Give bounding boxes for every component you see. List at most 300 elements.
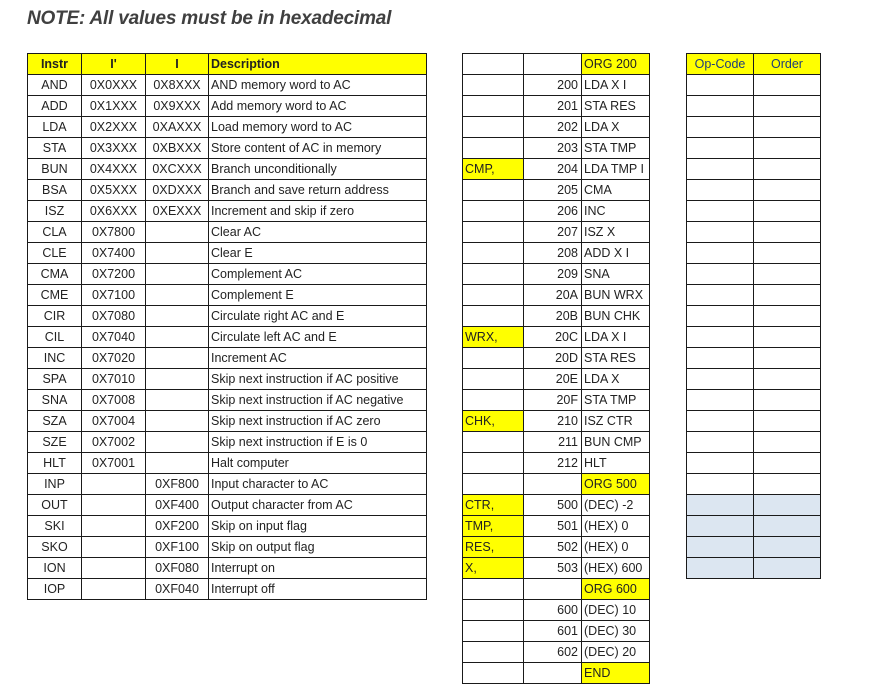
instruction-cell: STA RES	[582, 348, 650, 369]
answer-table-header	[687, 54, 821, 75]
instruction-row	[28, 348, 427, 369]
instruction-cell: (DEC) -2	[582, 495, 650, 516]
instruction-row	[28, 180, 427, 201]
direct-code-cell: 0X3XXX	[82, 138, 146, 159]
op-code-answer-cell[interactable]	[687, 201, 754, 222]
instr-mnemonic-cell: SZE	[28, 432, 82, 453]
address-cell: 20C	[524, 327, 582, 348]
answer-row	[687, 222, 821, 243]
direct-code-cell: 0X4XXX	[82, 159, 146, 180]
program-row	[463, 96, 650, 117]
instr-mnemonic-cell: CIR	[28, 306, 82, 327]
instruction-cell: (HEX) 600	[582, 558, 650, 579]
note-heading: NOTE: All values must be in hexadecimal	[27, 8, 392, 29]
label-cell	[463, 579, 524, 600]
instr-mnemonic-cell: IOP	[28, 579, 82, 600]
instr-mnemonic-cell: SKO	[28, 537, 82, 558]
header-instr: Instr	[28, 54, 82, 75]
address-cell: 210	[524, 411, 582, 432]
order-answer-cell[interactable]	[754, 537, 821, 558]
address-cell: 202	[524, 117, 582, 138]
label-cell: X,	[463, 558, 524, 579]
directive-row	[463, 474, 650, 495]
header-order: Order	[754, 54, 821, 75]
instruction-row	[28, 117, 427, 138]
description-cell: Skip next instruction if E is 0	[209, 432, 427, 453]
instruction-cell: BUN CHK	[582, 306, 650, 327]
op-code-answer-cell[interactable]	[687, 348, 754, 369]
direct-code-cell: 0X7008	[82, 390, 146, 411]
direct-code-cell: 0X7020	[82, 348, 146, 369]
indirect-code-cell: 0XCXXX	[146, 159, 209, 180]
instr-mnemonic-cell: CLA	[28, 222, 82, 243]
instruction-row	[28, 75, 427, 96]
op-code-answer-cell[interactable]	[687, 138, 754, 159]
address-cell: 600	[524, 600, 582, 621]
label-cell	[463, 180, 524, 201]
instruction-row	[28, 96, 427, 117]
direct-code-cell: 0X7004	[82, 411, 146, 432]
directive-row	[463, 579, 650, 600]
direct-code-cell	[82, 495, 146, 516]
answer-row	[687, 432, 821, 453]
order-answer-cell[interactable]	[754, 558, 821, 579]
program-row	[463, 201, 650, 222]
instruction-cell: ISZ X	[582, 222, 650, 243]
description-cell: Clear AC	[209, 222, 427, 243]
description-cell: Increment AC	[209, 348, 427, 369]
direct-code-cell: 0X7200	[82, 264, 146, 285]
answer-row	[687, 180, 821, 201]
indirect-code-cell: 0XBXXX	[146, 138, 209, 159]
indirect-code-cell	[146, 285, 209, 306]
instruction-cell: LDA X	[582, 117, 650, 138]
answer-row	[687, 117, 821, 138]
instr-mnemonic-cell: ADD	[28, 96, 82, 117]
order-answer-cell[interactable]	[754, 180, 821, 201]
instruction-row	[28, 138, 427, 159]
address-cell	[524, 663, 582, 684]
instr-mnemonic-cell: ION	[28, 558, 82, 579]
indirect-code-cell	[146, 243, 209, 264]
indirect-code-cell: 0XF800	[146, 474, 209, 495]
direct-code-cell: 0X7100	[82, 285, 146, 306]
order-answer-cell[interactable]	[754, 96, 821, 117]
description-cell: Skip on input flag	[209, 516, 427, 537]
description-cell: Circulate left AC and E	[209, 327, 427, 348]
label-cell: CHK,	[463, 411, 524, 432]
instr-mnemonic-cell: ISZ	[28, 201, 82, 222]
op-code-answer-cell[interactable]	[687, 558, 754, 579]
instr-mnemonic-cell: BUN	[28, 159, 82, 180]
program-row	[463, 390, 650, 411]
directive-cell: END	[582, 663, 650, 684]
directive-cell: ORG 500	[582, 474, 650, 495]
order-answer-cell[interactable]	[754, 348, 821, 369]
instruction-row	[28, 390, 427, 411]
address-cell: 212	[524, 453, 582, 474]
instruction-cell: LDA X	[582, 369, 650, 390]
order-answer-cell[interactable]	[754, 159, 821, 180]
answer-row	[687, 201, 821, 222]
instr-mnemonic-cell: CME	[28, 285, 82, 306]
indirect-code-cell: 0XF200	[146, 516, 209, 537]
address-cell: 20D	[524, 348, 582, 369]
instruction-cell: STA TMP	[582, 390, 650, 411]
instruction-cell: CMA	[582, 180, 650, 201]
indirect-code-cell	[146, 348, 209, 369]
direct-code-cell: 0X7001	[82, 453, 146, 474]
answer-row	[687, 75, 821, 96]
label-cell: RES,	[463, 537, 524, 558]
direct-code-cell: 0X2XXX	[82, 117, 146, 138]
program-row	[463, 243, 650, 264]
indirect-code-cell: 0XAXXX	[146, 117, 209, 138]
direct-code-cell	[82, 537, 146, 558]
op-code-answer-cell[interactable]	[687, 369, 754, 390]
instruction-cell: LDA X I	[582, 327, 650, 348]
address-cell	[524, 579, 582, 600]
description-cell: Circulate right AC and E	[209, 306, 427, 327]
answer-row	[687, 369, 821, 390]
order-answer-cell[interactable]	[754, 285, 821, 306]
directive-row	[463, 54, 650, 75]
direct-code-cell	[82, 579, 146, 600]
answer-row	[687, 96, 821, 117]
indirect-code-cell: 0XEXXX	[146, 201, 209, 222]
label-cell	[463, 642, 524, 663]
op-code-answer-cell[interactable]	[687, 516, 754, 537]
instruction-cell: HLT	[582, 453, 650, 474]
directive-cell: ORG 200	[582, 54, 650, 75]
program-row	[463, 138, 650, 159]
op-code-answer-cell[interactable]	[687, 96, 754, 117]
op-code-answer-cell[interactable]	[687, 474, 754, 495]
instruction-cell: STA RES	[582, 96, 650, 117]
instruction-table-header	[28, 54, 427, 75]
instruction-row	[28, 432, 427, 453]
program-row	[463, 600, 650, 621]
answer-row	[687, 348, 821, 369]
instruction-row	[28, 411, 427, 432]
instruction-cell: SNA	[582, 264, 650, 285]
answer-row	[687, 264, 821, 285]
answer-row	[687, 537, 821, 558]
program-row	[463, 75, 650, 96]
indirect-code-cell	[146, 390, 209, 411]
instruction-cell: LDA TMP I	[582, 159, 650, 180]
op-code-answer-cell[interactable]	[687, 390, 754, 411]
order-answer-cell[interactable]	[754, 474, 821, 495]
instruction-row	[28, 369, 427, 390]
instruction-row	[28, 558, 427, 579]
direct-code-cell	[82, 516, 146, 537]
instruction-row	[28, 222, 427, 243]
instr-mnemonic-cell: INP	[28, 474, 82, 495]
instruction-cell: (HEX) 0	[582, 516, 650, 537]
answer-row	[687, 306, 821, 327]
address-cell: 203	[524, 138, 582, 159]
answer-row	[687, 138, 821, 159]
order-answer-cell[interactable]	[754, 411, 821, 432]
direct-code-cell	[82, 558, 146, 579]
instr-mnemonic-cell: CLE	[28, 243, 82, 264]
op-code-answer-cell[interactable]	[687, 495, 754, 516]
description-cell: Interrupt off	[209, 579, 427, 600]
header-op-code: Op-Code	[687, 54, 754, 75]
label-cell	[463, 222, 524, 243]
direct-code-cell: 0X7010	[82, 369, 146, 390]
order-answer-cell[interactable]	[754, 369, 821, 390]
label-cell	[463, 117, 524, 138]
address-cell: 20E	[524, 369, 582, 390]
instruction-row	[28, 495, 427, 516]
program-row	[463, 621, 650, 642]
description-cell: Skip next instruction if AC negative	[209, 390, 427, 411]
instr-mnemonic-cell: LDA	[28, 117, 82, 138]
op-code-answer-cell[interactable]	[687, 453, 754, 474]
label-cell: WRX,	[463, 327, 524, 348]
label-cell	[463, 306, 524, 327]
instruction-cell: ISZ CTR	[582, 411, 650, 432]
indirect-code-cell: 0X8XXX	[146, 75, 209, 96]
address-cell: 501	[524, 516, 582, 537]
order-answer-cell[interactable]	[754, 117, 821, 138]
label-cell	[463, 621, 524, 642]
op-code-answer-cell[interactable]	[687, 222, 754, 243]
label-cell	[463, 201, 524, 222]
instruction-cell: (DEC) 20	[582, 642, 650, 663]
description-cell: Input character to AC	[209, 474, 427, 495]
instruction-row	[28, 306, 427, 327]
instr-mnemonic-cell: SKI	[28, 516, 82, 537]
direct-code-cell: 0X7040	[82, 327, 146, 348]
description-cell: Halt computer	[209, 453, 427, 474]
order-answer-cell[interactable]	[754, 243, 821, 264]
answer-row	[687, 159, 821, 180]
description-cell: Interrupt on	[209, 558, 427, 579]
description-cell: Skip next instruction if AC zero	[209, 411, 427, 432]
address-cell: 206	[524, 201, 582, 222]
direct-code-cell: 0X6XXX	[82, 201, 146, 222]
address-cell: 602	[524, 642, 582, 663]
address-cell: 205	[524, 180, 582, 201]
address-cell: 503	[524, 558, 582, 579]
header-i: I	[146, 54, 209, 75]
program-row	[463, 285, 650, 306]
instruction-row	[28, 453, 427, 474]
label-cell: CMP,	[463, 159, 524, 180]
label-cell	[463, 96, 524, 117]
indirect-code-cell: 0XDXXX	[146, 180, 209, 201]
instruction-row	[28, 516, 427, 537]
instr-mnemonic-cell: STA	[28, 138, 82, 159]
indirect-code-cell: 0X9XXX	[146, 96, 209, 117]
directive-row	[463, 663, 650, 684]
description-cell: Store content of AC in memory	[209, 138, 427, 159]
label-cell	[463, 243, 524, 264]
description-cell: Skip next instruction if AC positive	[209, 369, 427, 390]
indirect-code-cell	[146, 369, 209, 390]
address-cell: 601	[524, 621, 582, 642]
order-answer-cell[interactable]	[754, 453, 821, 474]
instruction-cell: BUN CMP	[582, 432, 650, 453]
instruction-row	[28, 285, 427, 306]
header-i-prime: I'	[82, 54, 146, 75]
op-code-answer-cell[interactable]	[687, 327, 754, 348]
program-row	[463, 222, 650, 243]
order-answer-cell[interactable]	[754, 264, 821, 285]
description-cell: Clear E	[209, 243, 427, 264]
program-row	[463, 432, 650, 453]
answer-row	[687, 390, 821, 411]
answer-row	[687, 558, 821, 579]
address-cell	[524, 474, 582, 495]
description-cell: AND memory word to AC	[209, 75, 427, 96]
instr-mnemonic-cell: SPA	[28, 369, 82, 390]
op-code-answer-cell[interactable]	[687, 159, 754, 180]
order-answer-cell[interactable]	[754, 495, 821, 516]
direct-code-cell	[82, 474, 146, 495]
program-row	[463, 117, 650, 138]
direct-code-cell: 0X7002	[82, 432, 146, 453]
label-cell	[463, 54, 524, 75]
indirect-code-cell	[146, 453, 209, 474]
address-cell: 201	[524, 96, 582, 117]
program-row	[463, 453, 650, 474]
answer-row	[687, 516, 821, 537]
description-cell: Complement AC	[209, 264, 427, 285]
program-table	[462, 53, 650, 684]
program-row	[463, 369, 650, 390]
instruction-cell: LDA X I	[582, 75, 650, 96]
op-code-answer-cell[interactable]	[687, 180, 754, 201]
instr-mnemonic-cell: HLT	[28, 453, 82, 474]
order-answer-cell[interactable]	[754, 222, 821, 243]
answer-row	[687, 327, 821, 348]
order-answer-cell[interactable]	[754, 306, 821, 327]
order-answer-cell[interactable]	[754, 432, 821, 453]
label-cell	[463, 474, 524, 495]
label-cell	[463, 432, 524, 453]
order-answer-cell[interactable]	[754, 327, 821, 348]
instr-mnemonic-cell: SZA	[28, 411, 82, 432]
instr-mnemonic-cell: BSA	[28, 180, 82, 201]
instr-mnemonic-cell: OUT	[28, 495, 82, 516]
instruction-row	[28, 327, 427, 348]
label-cell	[463, 285, 524, 306]
address-cell: 209	[524, 264, 582, 285]
op-code-answer-cell[interactable]	[687, 264, 754, 285]
address-cell: 208	[524, 243, 582, 264]
op-code-answer-cell[interactable]	[687, 537, 754, 558]
address-cell: 204	[524, 159, 582, 180]
program-row	[463, 516, 650, 537]
program-row	[463, 537, 650, 558]
instruction-cell: ADD X I	[582, 243, 650, 264]
order-answer-cell[interactable]	[754, 516, 821, 537]
op-code-answer-cell[interactable]	[687, 411, 754, 432]
op-code-answer-cell[interactable]	[687, 432, 754, 453]
op-code-answer-cell[interactable]	[687, 285, 754, 306]
address-cell: 207	[524, 222, 582, 243]
instruction-row	[28, 474, 427, 495]
address-cell	[524, 54, 582, 75]
label-cell: TMP,	[463, 516, 524, 537]
instruction-row	[28, 159, 427, 180]
label-cell	[463, 600, 524, 621]
label-cell	[463, 390, 524, 411]
label-cell	[463, 75, 524, 96]
instruction-cell: INC	[582, 201, 650, 222]
answer-row	[687, 411, 821, 432]
answer-row	[687, 495, 821, 516]
label-cell	[463, 138, 524, 159]
op-code-answer-cell[interactable]	[687, 75, 754, 96]
label-cell	[463, 663, 524, 684]
order-answer-cell[interactable]	[754, 75, 821, 96]
instruction-row	[28, 537, 427, 558]
order-answer-cell[interactable]	[754, 201, 821, 222]
program-row	[463, 327, 650, 348]
op-code-answer-cell[interactable]	[687, 306, 754, 327]
instruction-row	[28, 579, 427, 600]
label-cell	[463, 453, 524, 474]
answer-row	[687, 474, 821, 495]
direct-code-cell: 0X1XXX	[82, 96, 146, 117]
indirect-code-cell	[146, 306, 209, 327]
indirect-code-cell: 0XF040	[146, 579, 209, 600]
instruction-row	[28, 243, 427, 264]
program-row	[463, 306, 650, 327]
indirect-code-cell	[146, 411, 209, 432]
program-row	[463, 495, 650, 516]
directive-cell: ORG 600	[582, 579, 650, 600]
direct-code-cell: 0X7400	[82, 243, 146, 264]
order-answer-cell[interactable]	[754, 138, 821, 159]
address-cell: 20B	[524, 306, 582, 327]
indirect-code-cell	[146, 327, 209, 348]
op-code-answer-cell[interactable]	[687, 117, 754, 138]
description-cell: Branch unconditionally	[209, 159, 427, 180]
instr-mnemonic-cell: CMA	[28, 264, 82, 285]
header-description: Description	[209, 54, 427, 75]
description-cell: Complement E	[209, 285, 427, 306]
program-row	[463, 180, 650, 201]
address-cell: 502	[524, 537, 582, 558]
description-cell: Load memory word to AC	[209, 117, 427, 138]
answer-row	[687, 453, 821, 474]
program-row	[463, 558, 650, 579]
address-cell: 200	[524, 75, 582, 96]
direct-code-cell: 0X0XXX	[82, 75, 146, 96]
instruction-cell: (DEC) 30	[582, 621, 650, 642]
order-answer-cell[interactable]	[754, 390, 821, 411]
description-cell: Branch and save return address	[209, 180, 427, 201]
program-row	[463, 411, 650, 432]
answer-row	[687, 243, 821, 264]
address-cell: 20A	[524, 285, 582, 306]
program-row	[463, 348, 650, 369]
op-code-answer-cell[interactable]	[687, 243, 754, 264]
address-cell: 20F	[524, 390, 582, 411]
label-cell	[463, 348, 524, 369]
program-row	[463, 642, 650, 663]
instruction-cell: BUN WRX	[582, 285, 650, 306]
instruction-row	[28, 201, 427, 222]
instruction-cell: STA TMP	[582, 138, 650, 159]
address-cell: 500	[524, 495, 582, 516]
